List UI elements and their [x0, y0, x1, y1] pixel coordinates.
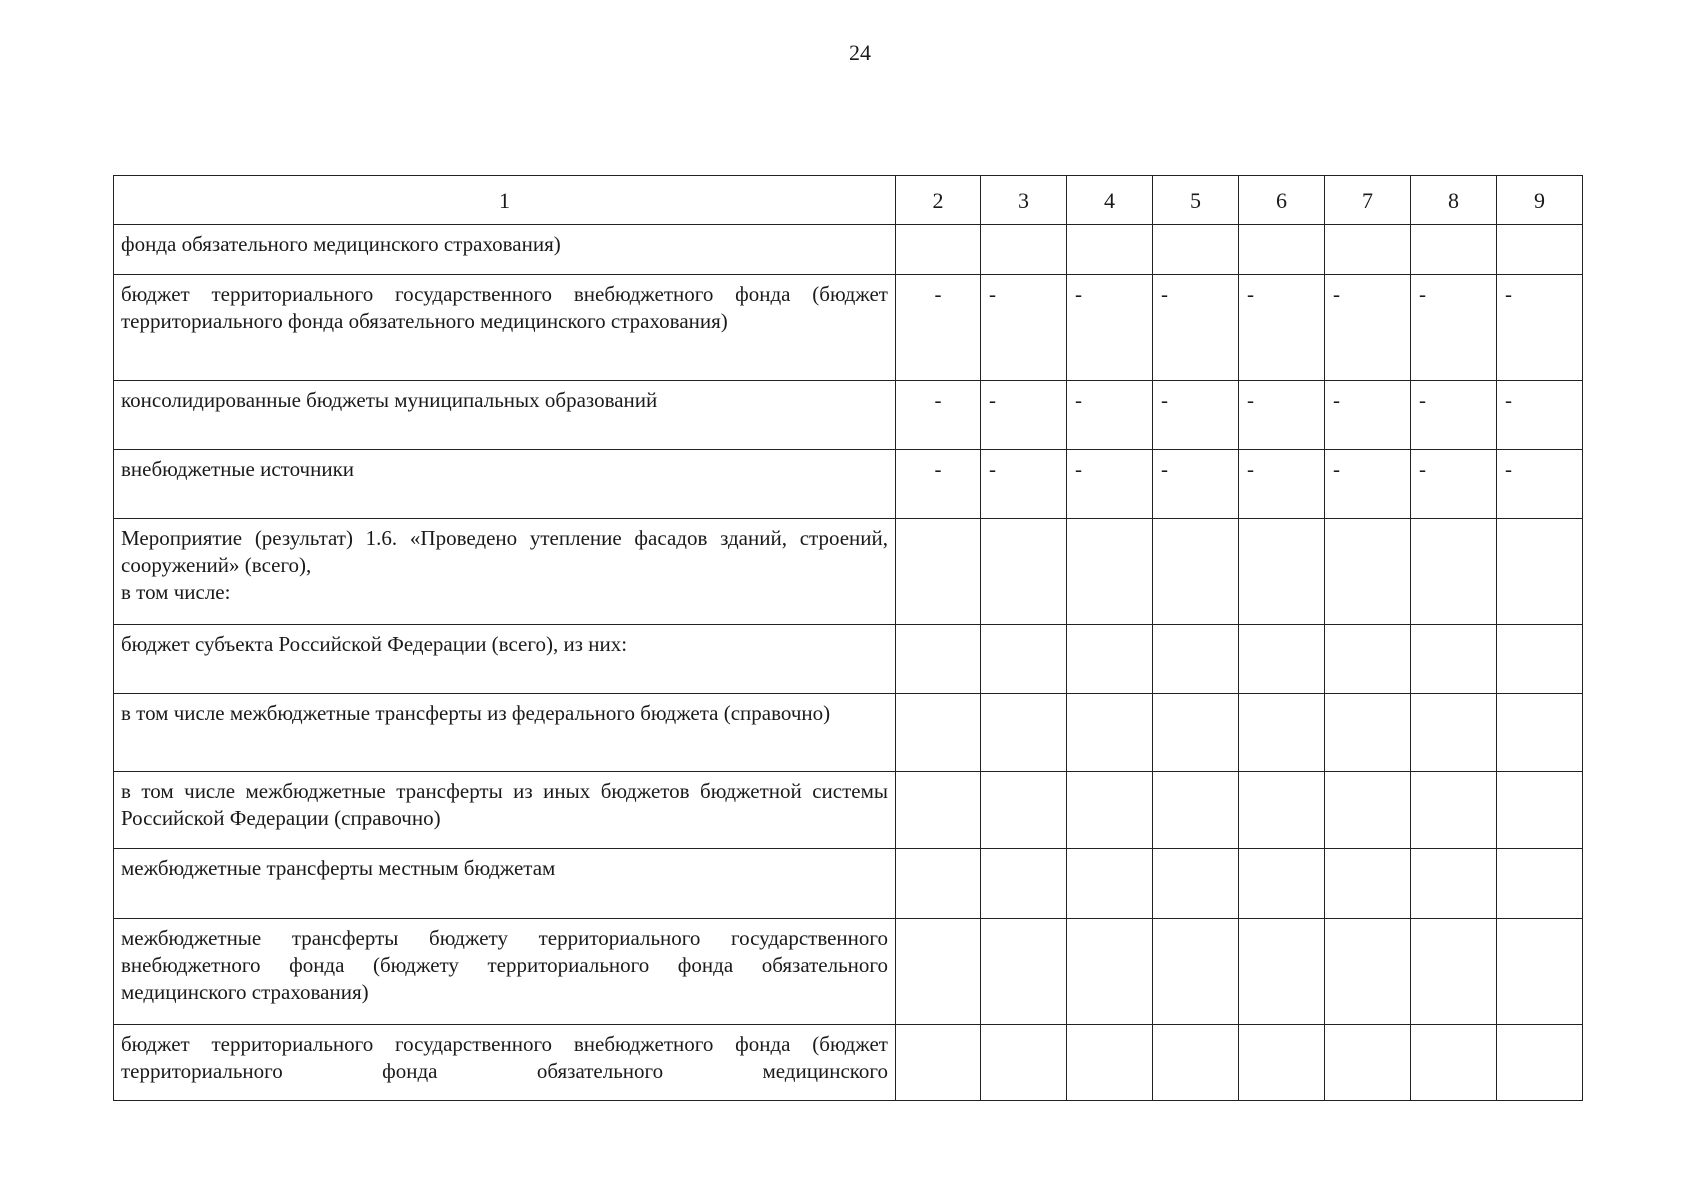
page-number: 24	[849, 40, 871, 65]
table-cell	[1325, 519, 1411, 625]
table-cell	[1325, 694, 1411, 772]
table-cell	[1067, 225, 1153, 275]
table-cell	[1411, 772, 1497, 849]
row-description: межбюджетные трансферты местным бюджетам	[114, 849, 896, 919]
table-cell	[1067, 625, 1153, 694]
table-cell	[1239, 519, 1325, 625]
table-cell: -	[1153, 450, 1239, 519]
table-cell	[1411, 519, 1497, 625]
table-cell: -	[896, 450, 981, 519]
table-cell	[1497, 694, 1583, 772]
column-header: 8	[1411, 176, 1497, 225]
table-cell: -	[1239, 450, 1325, 519]
column-header: 7	[1325, 176, 1411, 225]
table-cell: -	[1325, 381, 1411, 450]
table-cell: -	[1497, 450, 1583, 519]
table-cell	[1239, 225, 1325, 275]
row-description: внебюджетные источники	[114, 450, 896, 519]
table-cell	[1497, 625, 1583, 694]
column-header: 2	[896, 176, 981, 225]
table-cell	[1067, 849, 1153, 919]
table-cell	[1325, 849, 1411, 919]
column-header: 4	[1067, 176, 1153, 225]
row-description: бюджет субъекта Российской Федерации (всего), из них:	[114, 625, 896, 694]
table-cell	[981, 225, 1067, 275]
table-cell	[1239, 625, 1325, 694]
table-cell	[896, 1025, 981, 1101]
table-cell: -	[1497, 275, 1583, 381]
table-cell	[1497, 849, 1583, 919]
table-cell	[896, 694, 981, 772]
table-cell	[896, 225, 981, 275]
table-cell	[1153, 772, 1239, 849]
table-cell	[896, 772, 981, 849]
table-cell: -	[1067, 450, 1153, 519]
table-cell	[1325, 625, 1411, 694]
table-cell	[981, 1025, 1067, 1101]
table-cell	[1067, 772, 1153, 849]
table-cell	[896, 519, 981, 625]
row-description: консолидированные бюджеты муниципальных образований	[114, 381, 896, 450]
column-header: 3	[981, 176, 1067, 225]
table-cell	[1153, 849, 1239, 919]
table-row	[114, 625, 1583, 694]
table-cell	[1153, 694, 1239, 772]
table-cell	[1067, 694, 1153, 772]
table-cell	[1411, 919, 1497, 1025]
table-cell	[1153, 919, 1239, 1025]
column-header: 5	[1153, 176, 1239, 225]
table-row	[114, 919, 1583, 1025]
table-row	[114, 1025, 1583, 1101]
column-header: 6	[1239, 176, 1325, 225]
table-cell: -	[1325, 275, 1411, 381]
table-row	[114, 450, 1583, 519]
table-cell	[981, 625, 1067, 694]
table-cell	[1497, 225, 1583, 275]
table-header-row	[114, 176, 1583, 225]
table-cell: -	[1067, 275, 1153, 381]
table-row	[114, 381, 1583, 450]
table-cell: -	[1411, 450, 1497, 519]
budget-table	[113, 175, 1583, 1101]
table-cell	[1239, 849, 1325, 919]
table-cell: -	[1067, 381, 1153, 450]
table-cell	[1411, 1025, 1497, 1101]
row-description: бюджет территориального государственного внебюджетного фонда (бюджет территориального фонда обязательного медицинского страхования)	[114, 275, 896, 381]
table-cell	[1497, 919, 1583, 1025]
table-cell: -	[981, 381, 1067, 450]
table-cell	[1325, 919, 1411, 1025]
table-cell	[1239, 919, 1325, 1025]
column-header: 1	[114, 176, 896, 225]
column-header: 9	[1497, 176, 1583, 225]
table-cell	[1497, 772, 1583, 849]
table-cell	[1411, 625, 1497, 694]
table-cell	[896, 919, 981, 1025]
table-cell	[1325, 1025, 1411, 1101]
table-row	[114, 519, 1583, 625]
table-cell: -	[1325, 450, 1411, 519]
row-description: Мероприятие (результат) 1.6. «Проведено утепление фасадов зданий, строений, сооружений» (всего), в том числе:	[114, 519, 896, 625]
table-cell	[1411, 225, 1497, 275]
table-cell: -	[896, 275, 981, 381]
table-cell	[1153, 519, 1239, 625]
table-cell	[981, 772, 1067, 849]
row-description: в том числе межбюджетные трансферты из иных бюджетов бюджетной системы Российской Федерации (справочно)	[114, 772, 896, 849]
row-description: межбюджетные трансферты бюджету территориального государственного внебюджетного фонда (бюджету территориального фонда обязательного медицинского страхования)	[114, 919, 896, 1025]
table-cell	[1153, 625, 1239, 694]
table-row	[114, 772, 1583, 849]
table-cell	[1239, 1025, 1325, 1101]
table-cell	[1153, 1025, 1239, 1101]
table-cell	[1497, 519, 1583, 625]
row-description: фонда обязательного медицинского страхования)	[114, 225, 896, 275]
table-cell: -	[1411, 381, 1497, 450]
table-cell	[981, 519, 1067, 625]
table-row	[114, 694, 1583, 772]
table-cell	[1325, 225, 1411, 275]
table-row	[114, 225, 1583, 275]
table-cell: -	[1497, 381, 1583, 450]
row-description: в том числе межбюджетные трансферты из федерального бюджета (справочно)	[114, 694, 896, 772]
table-cell: -	[1239, 381, 1325, 450]
table-row	[114, 849, 1583, 919]
table-cell	[981, 849, 1067, 919]
table-cell	[1411, 694, 1497, 772]
table-cell	[1067, 519, 1153, 625]
table-cell	[1325, 772, 1411, 849]
table-cell	[1153, 225, 1239, 275]
table-cell	[1067, 919, 1153, 1025]
row-description: бюджет территориального государственного внебюджетного фонда (бюджет территориального фонда обязательного медицинского	[114, 1025, 896, 1101]
table-cell: -	[981, 450, 1067, 519]
table-cell: -	[1153, 381, 1239, 450]
table-cell: -	[1153, 275, 1239, 381]
table-cell	[1497, 1025, 1583, 1101]
table-cell	[1411, 849, 1497, 919]
table-cell	[1239, 772, 1325, 849]
table-cell	[1239, 694, 1325, 772]
table-cell	[896, 625, 981, 694]
table-cell: -	[1239, 275, 1325, 381]
table-cell: -	[981, 275, 1067, 381]
table-cell: -	[896, 381, 981, 450]
table-cell	[981, 694, 1067, 772]
table-cell	[1067, 1025, 1153, 1101]
table-cell	[896, 849, 981, 919]
table-row	[114, 275, 1583, 381]
table-cell	[981, 919, 1067, 1025]
table-cell: -	[1411, 275, 1497, 381]
